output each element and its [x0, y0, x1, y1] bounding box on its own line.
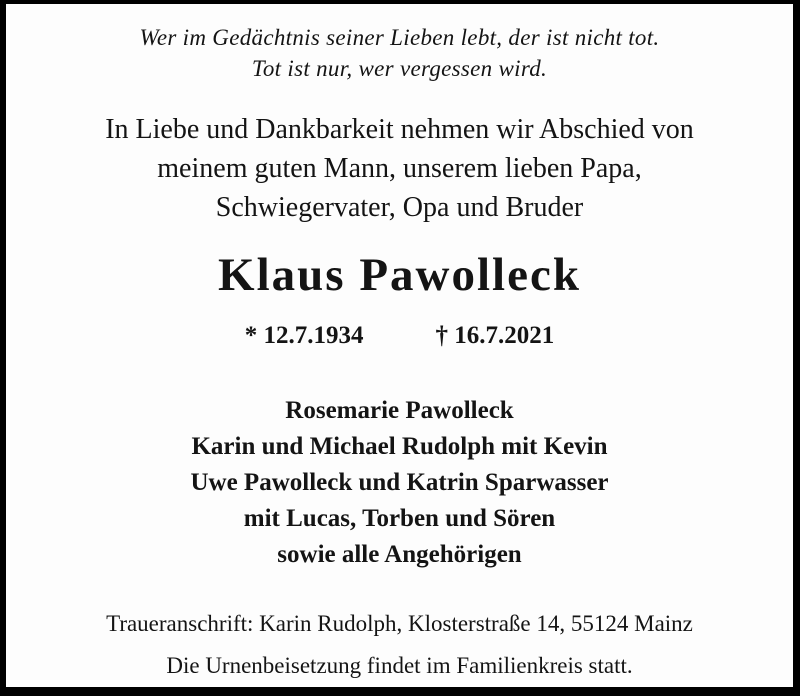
quote-line-2: Tot ist nur, wer vergessen wird. [251, 56, 548, 81]
mourner-line: Rosemarie Pawolleck [285, 397, 514, 424]
mourning-address: Traueranschrift: Karin Rudolph, Klosterstraße 14, 55124 Mainz [106, 611, 693, 636]
notice-content [6, 4, 793, 681]
mourner-line: Uwe Pawolleck und Katrin Sparwasser [190, 469, 609, 496]
intro-line-3: Schwiegervater, Opa und Bruder [215, 192, 584, 223]
funeral-info: Die Urnenbeisetzung findet im Familienkreis statt. [166, 653, 633, 678]
life-dates [6, 319, 793, 353]
quote-line-1: Wer im Gedächtnis seiner Lieben lebt, der ist nicht tot. [139, 25, 660, 50]
deceased-name: Klaus Pawolleck [218, 249, 581, 301]
farewell-intro [6, 110, 793, 227]
mourners-list [6, 393, 793, 573]
birth-date: * 12.7.1934 [244, 322, 364, 349]
mourner-line: mit Lucas, Torben und Sören [243, 505, 556, 532]
intro-line-1: In Liebe und Dankbarkeit nehmen wir Abschied von [105, 114, 694, 145]
mourner-line: sowie alle Angehörigen [277, 541, 522, 568]
death-date: † 16.7.2021 [435, 322, 555, 349]
mourner-line: Karin und Michael Rudolph mit Kevin [191, 433, 608, 460]
intro-line-2: meinem guten Mann, unserem lieben Papa, [157, 153, 642, 184]
memorial-quote [6, 22, 793, 84]
